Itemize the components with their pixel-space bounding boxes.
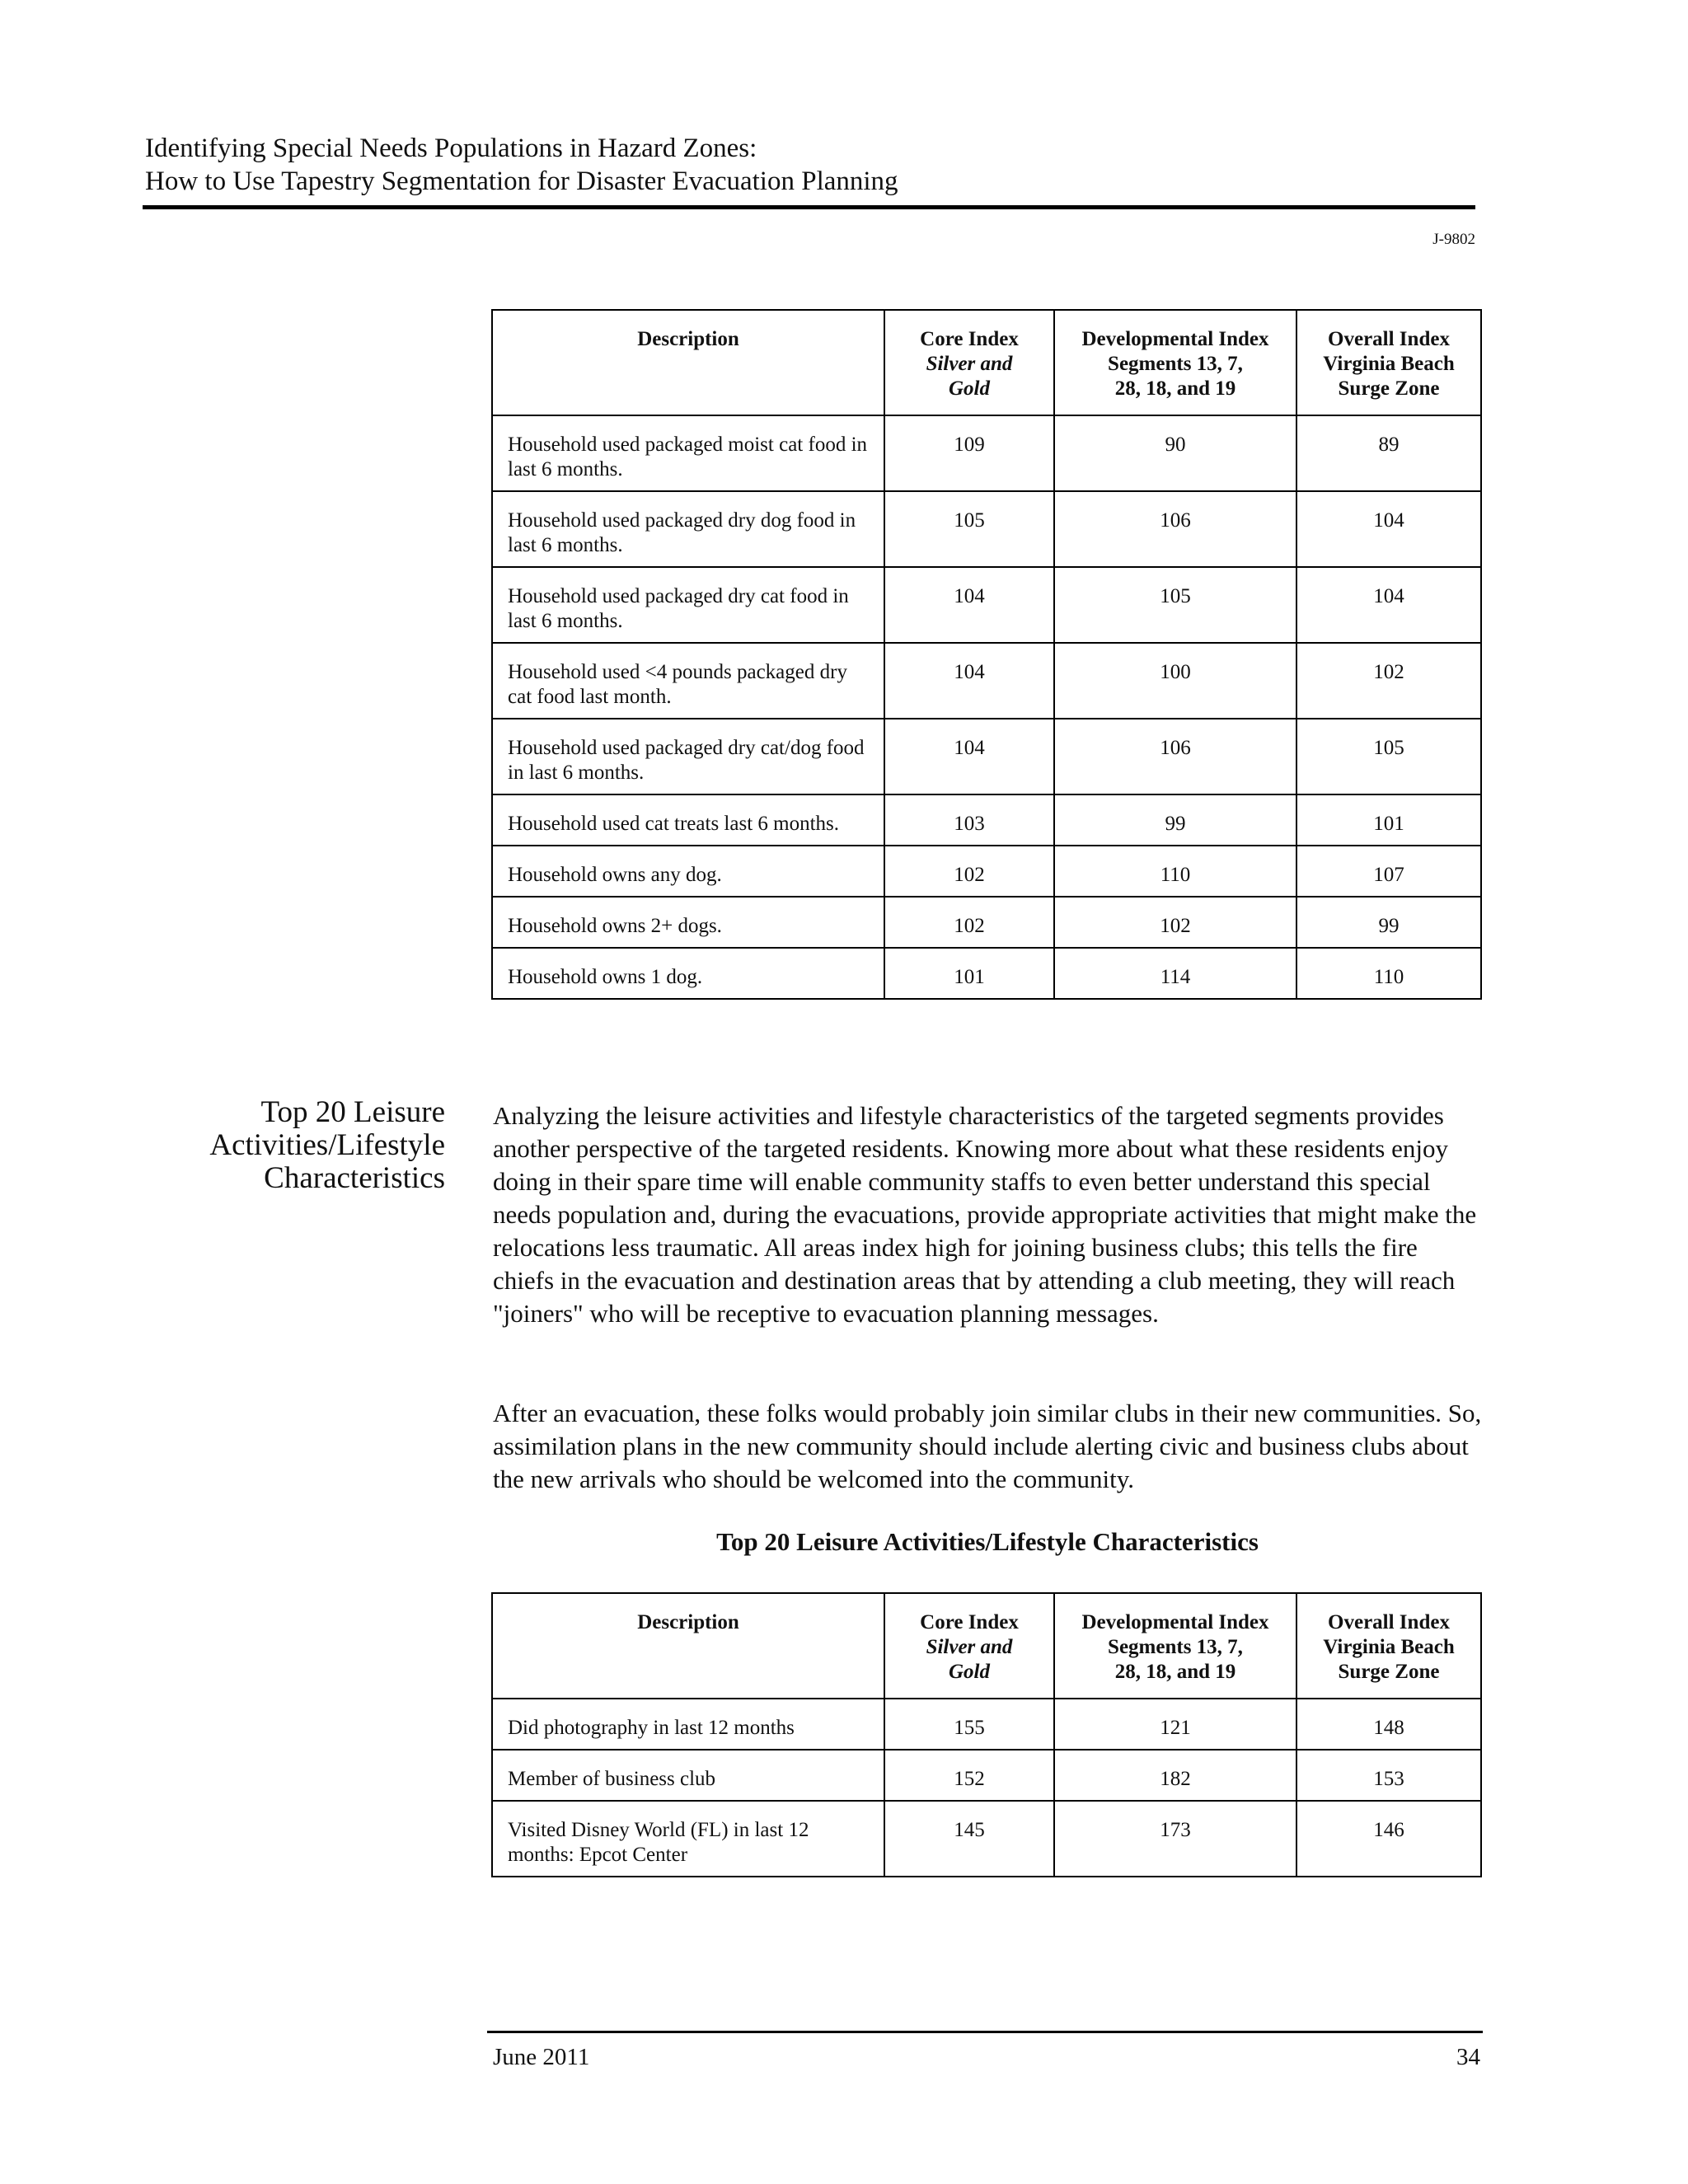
row-description: Household used packaged dry cat/dog food in last 6 months. xyxy=(492,719,884,794)
row-description: Household used packaged dry cat food in last 6 months. xyxy=(492,567,884,643)
overall-index-value: 153 xyxy=(1296,1750,1481,1801)
table-body xyxy=(492,415,1481,999)
overall-index-value: 105 xyxy=(1296,719,1481,794)
overall-index-value: 146 xyxy=(1296,1801,1481,1877)
table-body xyxy=(492,1699,1481,1877)
row-description: Household used cat treats last 6 months. xyxy=(492,794,884,846)
developmental-index-value: 99 xyxy=(1054,794,1296,846)
document-id: J-9802 xyxy=(1432,231,1475,248)
header-divider xyxy=(143,205,1475,209)
header-description: Description xyxy=(492,310,884,415)
developmental-index-value: 114 xyxy=(1054,948,1296,999)
table-row xyxy=(492,794,1481,846)
header-overall-index: Overall Index Virginia Beach Surge Zone xyxy=(1296,1593,1481,1699)
table-row xyxy=(492,643,1481,719)
table-row xyxy=(492,1750,1481,1801)
overall-index-value: 104 xyxy=(1296,567,1481,643)
table-caption: Top 20 Leisure Activities/Lifestyle Characteristics xyxy=(716,1527,1259,1556)
overall-index-value: 102 xyxy=(1296,643,1481,719)
row-description: Did photography in last 12 months xyxy=(492,1699,884,1750)
row-description: Household owns 2+ dogs. xyxy=(492,897,884,948)
row-description: Member of business club xyxy=(492,1750,884,1801)
core-index-value: 145 xyxy=(884,1801,1054,1877)
header-developmental-index: Developmental Index Segments 13, 7, 28, 18, and 19 xyxy=(1054,1593,1296,1699)
row-description: Household used packaged dry dog food in last 6 months. xyxy=(492,491,884,567)
overall-index-value: 104 xyxy=(1296,491,1481,567)
core-index-value: 102 xyxy=(884,846,1054,897)
core-index-value: 105 xyxy=(884,491,1054,567)
developmental-index-value: 102 xyxy=(1054,897,1296,948)
row-description: Household used <4 pounds packaged dry cat food last month. xyxy=(492,643,884,719)
header-title-line-1: Identifying Special Needs Populations in Hazard Zones: xyxy=(145,134,757,163)
pet-index-table xyxy=(491,309,1482,1000)
header-title-line-2: How to Use Tapestry Segmentation for Disaster Evacuation Planning xyxy=(145,166,898,196)
overall-index-value: 101 xyxy=(1296,794,1481,846)
overall-index-value: 99 xyxy=(1296,897,1481,948)
table-row xyxy=(492,719,1481,794)
footer-date: June 2011 xyxy=(493,2044,590,2070)
core-index-value: 104 xyxy=(884,719,1054,794)
developmental-index-value: 173 xyxy=(1054,1801,1296,1877)
page-number: 34 xyxy=(1456,2044,1480,2070)
core-index-value: 109 xyxy=(884,415,1054,491)
header-description: Description xyxy=(492,1593,884,1699)
core-index-value: 104 xyxy=(884,567,1054,643)
table-row xyxy=(492,415,1481,491)
header-developmental-index: Developmental Index Segments 13, 7, 28, 18, and 19 xyxy=(1054,310,1296,415)
developmental-index-value: 100 xyxy=(1054,643,1296,719)
table-row xyxy=(492,1801,1481,1877)
table-header-row xyxy=(492,310,1481,415)
row-description: Household owns any dog. xyxy=(492,846,884,897)
core-index-value: 152 xyxy=(884,1750,1054,1801)
overall-index-value: 110 xyxy=(1296,948,1481,999)
header-core-index: Core Index Silver and Gold xyxy=(884,1593,1054,1699)
table-header-row xyxy=(492,1593,1481,1699)
overall-index-value: 89 xyxy=(1296,415,1481,491)
core-index-value: 103 xyxy=(884,794,1054,846)
header-core-index: Core Index Silver and Gold xyxy=(884,310,1054,415)
core-index-value: 102 xyxy=(884,897,1054,948)
table-row xyxy=(492,491,1481,567)
core-index-value: 104 xyxy=(884,643,1054,719)
developmental-index-value: 106 xyxy=(1054,491,1296,567)
table-row xyxy=(492,567,1481,643)
row-description: Visited Disney World (FL) in last 12 months: Epcot Center xyxy=(492,1801,884,1877)
developmental-index-value: 182 xyxy=(1054,1750,1296,1801)
developmental-index-value: 106 xyxy=(1054,719,1296,794)
body-paragraph-2: After an evacuation, these folks would probably join similar clubs in their new communities. So, assimilation plans in the new community should include alerting civic and business clubs about the new arrivals who should be welcomed into the community. xyxy=(493,1399,1482,1493)
row-description: Household used packaged moist cat food in last 6 months. xyxy=(492,415,884,491)
table-row xyxy=(492,948,1481,999)
row-description: Household owns 1 dog. xyxy=(492,948,884,999)
table-row xyxy=(492,897,1481,948)
overall-index-value: 148 xyxy=(1296,1699,1481,1750)
section-heading: Top 20 Leisure Activities/Lifestyle Characteristics xyxy=(209,1095,445,1195)
core-index-value: 101 xyxy=(884,948,1054,999)
developmental-index-value: 90 xyxy=(1054,415,1296,491)
developmental-index-value: 105 xyxy=(1054,567,1296,643)
core-index-value: 155 xyxy=(884,1699,1054,1750)
developmental-index-value: 121 xyxy=(1054,1699,1296,1750)
header-overall-index: Overall Index Virginia Beach Surge Zone xyxy=(1296,310,1481,415)
body-paragraph-1: Analyzing the leisure activities and lifestyle characteristics of the targeted segments provides another perspective of the targeted residents. Knowing more about what these residents enjoy doing in their spare time will enable community staffs to even better understand this special needs population and, during the evacuations, provide appropriate activities that might make the relocations less traumatic. All areas index high for joining business clubs; this tells the fire chiefs in the evacuation and destination areas that by attending a club meeting, they will reach "joiners" who will be receptive to evacuation planning messages. xyxy=(493,1101,1477,1328)
developmental-index-value: 110 xyxy=(1054,846,1296,897)
page-header xyxy=(145,132,898,198)
table-row xyxy=(492,846,1481,897)
footer-divider xyxy=(487,2031,1483,2033)
table-row xyxy=(492,1699,1481,1750)
leisure-index-table xyxy=(491,1592,1482,1877)
overall-index-value: 107 xyxy=(1296,846,1481,897)
